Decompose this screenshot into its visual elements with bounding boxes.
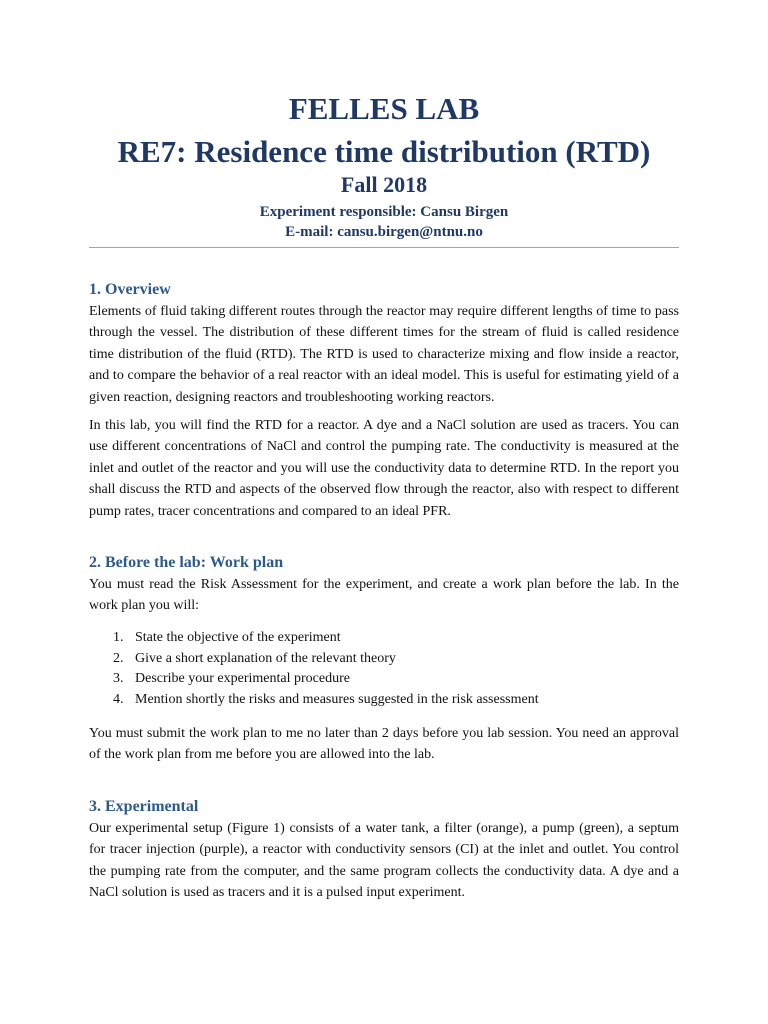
list-item [89,669,679,690]
contact-email: E-mail: cansu.birgen@ntnu.no [285,224,483,240]
list-item-number: 3. [113,671,124,686]
section-heading-work-plan: 2. Before the lab: Work plan [89,554,284,571]
document-title-line2: RE7: Residence time distribution (RTD) [117,134,651,169]
section-heading-overview: 1. Overview [89,281,171,298]
list-item-text: State the objective of the experiment [135,630,341,645]
list-item-number: 1. [113,630,124,645]
list-item-number: 4. [113,691,124,707]
work-plan-intro: You must read the Risk Assessment for the experiment, and create a work plan before the lab. In the work plan you will: [89,577,679,614]
list-item [89,649,679,670]
document-title-line1: FELLES LAB [288,91,480,126]
experimental-paragraph-1: Our experimental setup (Figure 1) consists of a water tank, a filter (orange), a pump (green), a septum for tracer injection (purple), a reactor with conductivity sensors (CI) at the inlet and outlet. You control the pumping rate from the computer, and the same program collects the conductivity data. A dye and a NaCl solution is used as tracers and it is a pulsed input experiment. [89,821,679,901]
overview-paragraph-2: In this lab, you will find the RTD for a reactor. A dye and a NaCl solution are used as tracers. You can use different concentrations of NaCl and control the pumping rate. The conductivity is measured at the inlet and outlet of the reactor and you will use the conductivity data to determine RTD. In the report you shall discuss the RTD and aspects of the observed flow through the reactor, also with respect to different pump rates, tracer concentrations and compared to an ideal PFR. [89,418,679,519]
list-item-text: Describe your experimental procedure [135,671,350,686]
section-heading-experimental: 3. Experimental [89,798,199,815]
work-plan-list [89,628,679,710]
list-item [89,628,679,649]
header-divider [89,247,679,248]
list-item [89,690,679,711]
overview-paragraph-1: Elements of fluid taking different routes through the reactor may require different lengths of time to pass through the vessel. The distribution of these different times for the stream of fluid is called residence time distribution of the fluid (RTD). The RTD is used to characterize mixing and flow inside a reactor, and to compare the behavior of a real reactor with an ideal model. This is useful for estimating yield of a given reaction, designing reactors and troubleshooting working reactors. [89,304,679,405]
experiment-responsible: Experiment responsible: Cansu Birgen [259,204,509,220]
list-item-text: Give a short explanation of the relevant theory [135,650,396,666]
work-plan-outro: You must submit the work plan to me no later than 2 days before you lab session. You need an approval of the work plan from me before you are allowed into the lab. [89,726,679,763]
list-item-text: Mention shortly the risks and measures suggested in the risk assessment [135,691,539,707]
list-item-number: 2. [113,650,124,666]
semester-label: Fall 2018 [340,172,428,197]
